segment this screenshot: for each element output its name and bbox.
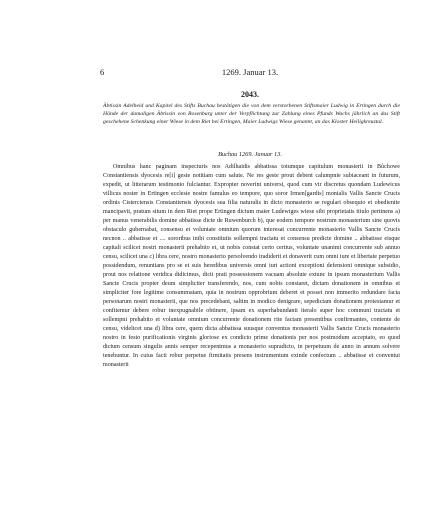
charter-text — [103, 163, 400, 370]
document-number: 2043. — [241, 90, 259, 99]
regest-text: Äbtissin Adelheid und Kapitel des Stifts Buchau bestätigen die von dem verstorbenen Stiftsmaier Ludwig in Ertingen durch die Hände der damaligen Äbtissin von Rosenburg unter der Verpflichtung zur Zahlung eines Pfunds Wachs jährlich an das Stift geschehene Schenkung einer Wiese in dem Riet bei Ertingen, Maier Ludwigs Wiese genannt, an das Kloster Heiligkreuztal. — [103, 103, 400, 126]
regest — [103, 102, 400, 126]
page-header — [100, 67, 400, 79]
charter-paragraph: Omnibus hanc paginam inspecturis nos Adilhaidis abbatissa totumque capitulum monasterii in Bůchowe Constantiensis dyocesis re[i] geste notitiam cum salute. Ne res geste prout debent calumpnie subiaceant in futurum, expedit, ut litterarum testimonio fulciantur. Expropter noverint universi, quod cum vir discretus quondam Ludewicus villicus noster in Ertingen ecclesie nostre famulus eo tempore, quo soror Irmen[gardis] monialis Vallis Sancte Crucis ordinis Cisterciensis Constantiensis dyocesis sua filia naturalis in dicto monasterio se regulari obsequio et obedientie mancipavit, pratum situm in dem Riet prope Ertingen dictum maier Ludewiges wiese sibi proprietatis titulo pertinens a) per manus venerabilis domine abbatisse dicte de Ruwenburch b), que eodem tempore nostrum monasterium sine quovis obstaculo gubernabat, consensu et voluntate omnium quorum interesat concurrente monasterio Vallis Sancte Crucis necnon .. abbatisse et .... sororibus inibi constitutis sollempni tractatu et consensu predicte domine .. abbatisse eisque capitali scilicet nostri monasterii prehabito et, ut nobis constat certo certius, voluntate unanimi concurrente sub annuo censu, scilicet una c) libra cere, nostro monasterio persolvendo tradiderit et donaverit cum omni iure et libertate perpetuo possidendum, renuntians pro se et suis heredibus universis omni iuri actioni exceptioni defensioni omnique subsidio, prout nos relatione veridica didicimus, dicti prati possessionem vacuam absolute extunc in ipsum monasterium Vallis Sancte Crucis propter deum simpliciter transferendo, nos, cum nobis constaret, dictam donationem in omnibus et simpliciter fore legitime consummatam, quia in nostrum opprobrium deberet et posset non immerito redundare facta personarum nostri monasterii, que nos precedebant, saltim in modico denigrare, sepedictam donationem protestamur et confitemur debere robur inexpugnabile obtinere, ipsam ex superhabundanti iteralo super hoc communi tractatu et sollempni prehabito et voluntate omnium concurrente donationem rite factam presentibus confirmantes, contente de censu, videlicet una d) libra cere, quem dicta abbatissa suusque conventus monasterii Vallis Sancte Crucis monasterio nostro in festo purificationis virginis gloriose ex condicto prime donationis per nos postmodum acceptato, eo quod dictum censum singulis annis semper recepentmus a monasterio supradicto, in perpetuum de anno in annum solvere tenebuntur. In cuius facti robur perpetue firmitatis presens instrumentum exinde confectum .. abbatisse et conventui monasterii — [103, 164, 400, 369]
dateline: Buchau 1269. Januar 13. — [218, 151, 282, 158]
running-title: 1269. Januar 13. — [221, 67, 279, 77]
page-number: 6 — [100, 67, 105, 77]
